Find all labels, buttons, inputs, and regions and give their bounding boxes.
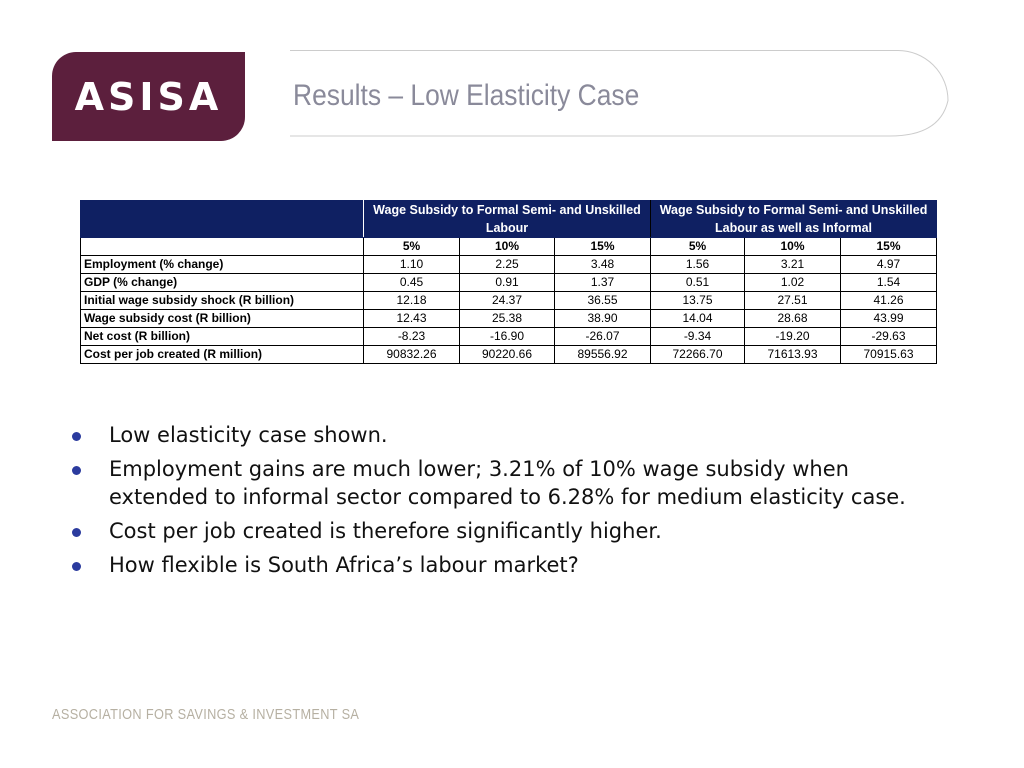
column-header: 5%	[364, 238, 460, 256]
table-cell: 27.51	[745, 292, 841, 310]
bullet-text: How flexible is South Africa’s labour market?	[109, 553, 579, 577]
bullet-text: Cost per job created is therefore significantly higher.	[109, 519, 662, 543]
bullet-list	[70, 421, 930, 585]
table-cell: 3.48	[555, 256, 651, 274]
bullet-text: Low elasticity case shown.	[109, 423, 388, 447]
bullet-dot-icon	[72, 432, 81, 441]
table-cell: 0.45	[364, 274, 460, 292]
bullet-text: Employment gains are much lower; 3.21% of 10% wage subsidy when extended to informal sector compared to 6.28% for medium elasticity case.	[109, 457, 906, 509]
results-table	[80, 200, 937, 364]
table-cell: 90220.66	[460, 346, 555, 364]
table-cell: 1.56	[651, 256, 745, 274]
table-cell: 2.25	[460, 256, 555, 274]
table-row	[81, 346, 937, 364]
table-cell: 1.54	[841, 274, 937, 292]
table-cell: 1.10	[364, 256, 460, 274]
logo-text: ASISA	[74, 74, 223, 119]
row-label: Net cost (R billion)	[81, 328, 364, 346]
bullet-dot-icon	[72, 562, 81, 571]
table-cell: 72266.70	[651, 346, 745, 364]
column-header: 15%	[555, 238, 651, 256]
table-corner-cell	[81, 238, 364, 256]
table-cell: 0.91	[460, 274, 555, 292]
table-cell: 1.37	[555, 274, 651, 292]
table-row	[81, 292, 937, 310]
row-label: Employment (% change)	[81, 256, 364, 274]
table-corner-cell	[81, 201, 364, 238]
table-cell: 38.90	[555, 310, 651, 328]
table-cell: 14.04	[651, 310, 745, 328]
row-label: Cost per job created (R million)	[81, 346, 364, 364]
bullet-item	[70, 421, 930, 449]
column-header: 10%	[460, 238, 555, 256]
bullet-item	[70, 455, 930, 511]
group-header-formal: Wage Subsidy to Formal Semi- and Unskilled Labour	[364, 201, 651, 238]
group-header-formal-informal: Wage Subsidy to Formal Semi- and Unskilled Labour as well as Informal	[651, 201, 937, 238]
bullet-dot-icon	[72, 466, 81, 475]
table-cell: 43.99	[841, 310, 937, 328]
row-label: Wage subsidy cost (R billion)	[81, 310, 364, 328]
table-cell: 12.43	[364, 310, 460, 328]
table-cell: 1.02	[745, 274, 841, 292]
table-cell: 25.38	[460, 310, 555, 328]
table-row	[81, 328, 937, 346]
table-cell: -19.20	[745, 328, 841, 346]
table-cell: 24.37	[460, 292, 555, 310]
table-row	[81, 274, 937, 292]
table-cell: 28.68	[745, 310, 841, 328]
column-header: 5%	[651, 238, 745, 256]
table-cell: 70915.63	[841, 346, 937, 364]
table-group-header-row	[81, 201, 937, 238]
table-cell: -8.23	[364, 328, 460, 346]
table-cell: -16.90	[460, 328, 555, 346]
table-column-header-row	[81, 238, 937, 256]
row-label: Initial wage subsidy shock (R billion)	[81, 292, 364, 310]
table-cell: 41.26	[841, 292, 937, 310]
bullet-dot-icon	[72, 528, 81, 537]
table-row	[81, 256, 937, 274]
column-header: 15%	[841, 238, 937, 256]
table-cell: 13.75	[651, 292, 745, 310]
table-cell: -9.34	[651, 328, 745, 346]
row-label: GDP (% change)	[81, 274, 364, 292]
bullet-item	[70, 551, 930, 579]
table-cell: 71613.93	[745, 346, 841, 364]
table-cell: 4.97	[841, 256, 937, 274]
logo	[52, 52, 245, 141]
table-cell: 3.21	[745, 256, 841, 274]
page-title: Results – Low Elasticity Case	[293, 79, 640, 112]
table-cell: 12.18	[364, 292, 460, 310]
table-cell: -29.63	[841, 328, 937, 346]
table-cell: 90832.26	[364, 346, 460, 364]
bullet-item	[70, 517, 930, 545]
table-cell: 0.51	[651, 274, 745, 292]
table-row	[81, 310, 937, 328]
table-cell: 36.55	[555, 292, 651, 310]
column-header: 10%	[745, 238, 841, 256]
table-cell: 89556.92	[555, 346, 651, 364]
table-cell: -26.07	[555, 328, 651, 346]
footer-text: ASSOCIATION FOR SAVINGS & INVESTMENT SA	[52, 706, 360, 723]
